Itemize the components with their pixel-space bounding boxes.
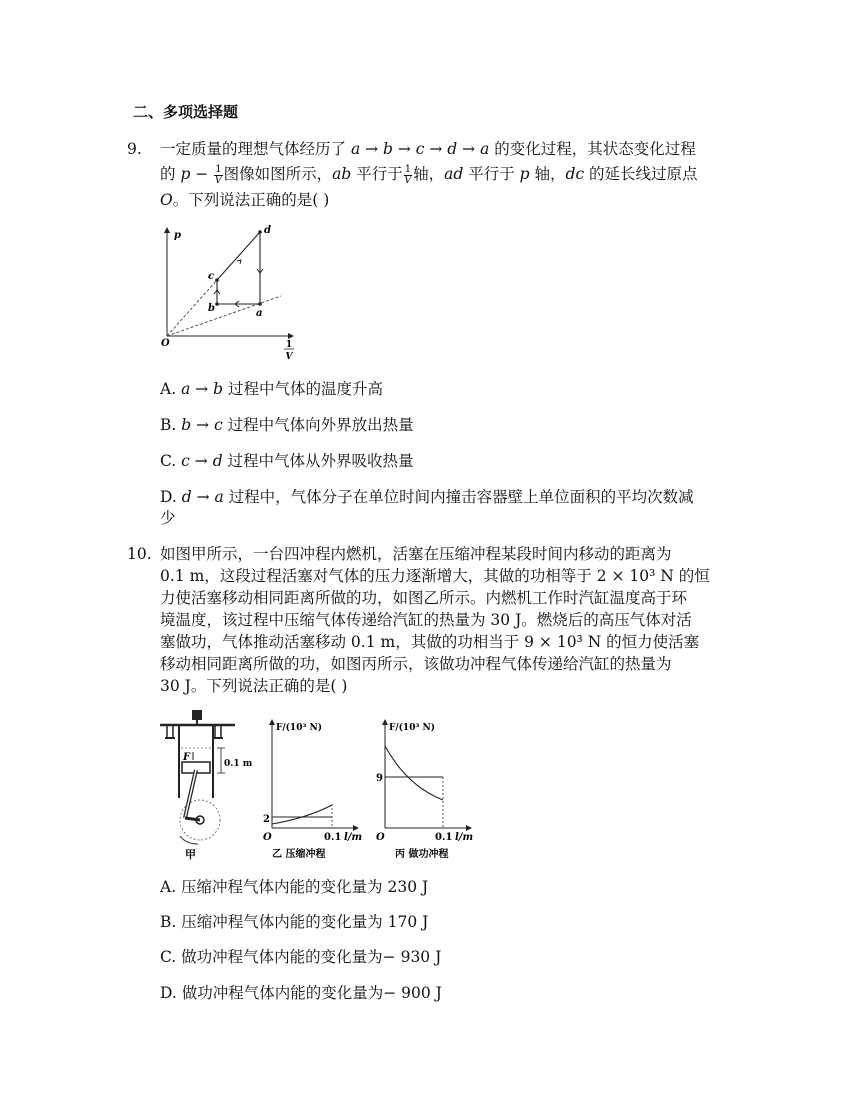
force-curve (272, 805, 332, 824)
force-curve (385, 746, 443, 800)
q10-stem-line: 塞做功，气体推动活塞移动 0.1 m，其做的功相当于 9 × 10³ N 的恒力使活塞 (160, 633, 700, 651)
compression-stroke-graph (262, 716, 372, 864)
point-d (258, 230, 262, 234)
q9-option-d-continued: 少 (160, 509, 176, 527)
q10-option-a[interactable]: A. 压缩冲程气体内能的变化量为 230 J (160, 878, 429, 896)
q10-option-b[interactable]: B. 压缩冲程气体内能的变化量为 170 J (160, 913, 429, 931)
q9-option-d[interactable]: D. d → a 过程中，气体分子在单位时间内撞击容器壁上单位面积的平均次数减 (160, 488, 694, 506)
question-number: 9. (127, 140, 142, 158)
q10-stem-line: 如图甲所示，一台四冲程内燃机，活塞在压缩冲程某段时间内移动的距离为 (160, 545, 672, 563)
q10-stem-line: 移动相同距离所做的功，如图丙所示，该做功冲程气体传递给汽缸的热量为 (160, 655, 672, 673)
point-c (215, 278, 219, 282)
point-a (258, 302, 262, 306)
power-stroke-graph (375, 716, 485, 864)
x-axis-label: l/m (344, 832, 363, 843)
axis-label-p: p (174, 230, 181, 241)
q10-stem-line: 30 J。下列说法正确的是( ) (160, 677, 348, 695)
q9-stem-line-3: O。下列说法正确的是( ) (160, 191, 330, 209)
q10-option-d[interactable]: D. 做功冲程气体内能的变化量为− 900 J (160, 984, 442, 1002)
y-axis-label: F/(10³ N) (389, 723, 436, 733)
graph-caption: 乙 压缩冲程 (272, 849, 326, 860)
process-c-d (217, 232, 260, 280)
graph-caption: 丙 做功冲程 (395, 849, 449, 860)
engine-cylinder-figure (155, 708, 255, 864)
y-tick-label: 9 (376, 773, 383, 784)
arrow-icon (237, 260, 241, 264)
axis-label-inv-v-den: V (285, 352, 293, 362)
q10-option-c[interactable]: C. 做功冲程气体内能的变化量为− 930 J (160, 948, 442, 966)
origin-label: O (263, 832, 272, 843)
q9-option-a[interactable]: A. a → b 过程中气体的温度升高 (160, 380, 384, 398)
spark-plug (192, 710, 202, 720)
axis-label-inv-v-num: 1 (285, 340, 293, 350)
p-inverse-v-diagram (155, 222, 305, 364)
q9-option-c[interactable]: C. c → d 过程中气体从外界吸收热量 (160, 452, 414, 470)
rotation-arrow-icon (180, 836, 198, 844)
point-b (215, 302, 219, 306)
line-through-origin-b (167, 296, 281, 336)
section-heading: 二、多项选择题 (133, 103, 239, 121)
label-c: c (208, 271, 215, 282)
x-axis-label: l/m (455, 832, 474, 843)
distance-label: 0.1 m (224, 759, 253, 769)
fraction-1-over-v: $\frac{1}{V}$ (214, 163, 223, 186)
origin-label: O (161, 338, 170, 349)
figure-label-jia: 甲 (185, 848, 196, 861)
q9-stem-line-2: 的 p − $\frac{1}{V}$ 图像如图所示，ab 平行于 $\frac{1}{V}$ 轴，ad 平行于 p 轴，dc 的延长线过原点 (160, 163, 698, 186)
q10-stem-line: 力使活塞移动相同距离所做的功，如图乙所示。内燃机工作时汽缸温度高于环 (160, 589, 688, 607)
label-b: b (208, 303, 215, 314)
q10-stem-line: 0.1 m，这段过程活塞对气体的压力逐渐增大，其做的功相等于 2 × 10³ N 的恒 (160, 567, 710, 585)
y-axis-label: F/(10³ N) (276, 723, 323, 733)
x-tick-label: 0.1 (435, 832, 453, 843)
origin-label: O (376, 832, 385, 843)
x-tick-label: 0.1 (324, 832, 342, 843)
question-number: 10. (127, 545, 152, 563)
fraction-1-over-v: $\frac{1}{V}$ (404, 163, 412, 186)
q10-stem-line: 境温度，该过程中压缩气体传递给汽缸的热量为 30 J。燃烧后的高压气体对活 (160, 611, 692, 629)
label-a: a (256, 308, 263, 319)
y-tick-label: 2 (263, 814, 270, 825)
force-label: F (183, 752, 191, 763)
q9-stem-line-1: 一定质量的理想气体经历了 a → b → c → d → a 的变化过程，其状态变化过程 (160, 140, 696, 158)
q9-option-b[interactable]: B. b → c 过程中气体向外界放出热量 (160, 416, 414, 434)
label-d: d (264, 225, 271, 236)
